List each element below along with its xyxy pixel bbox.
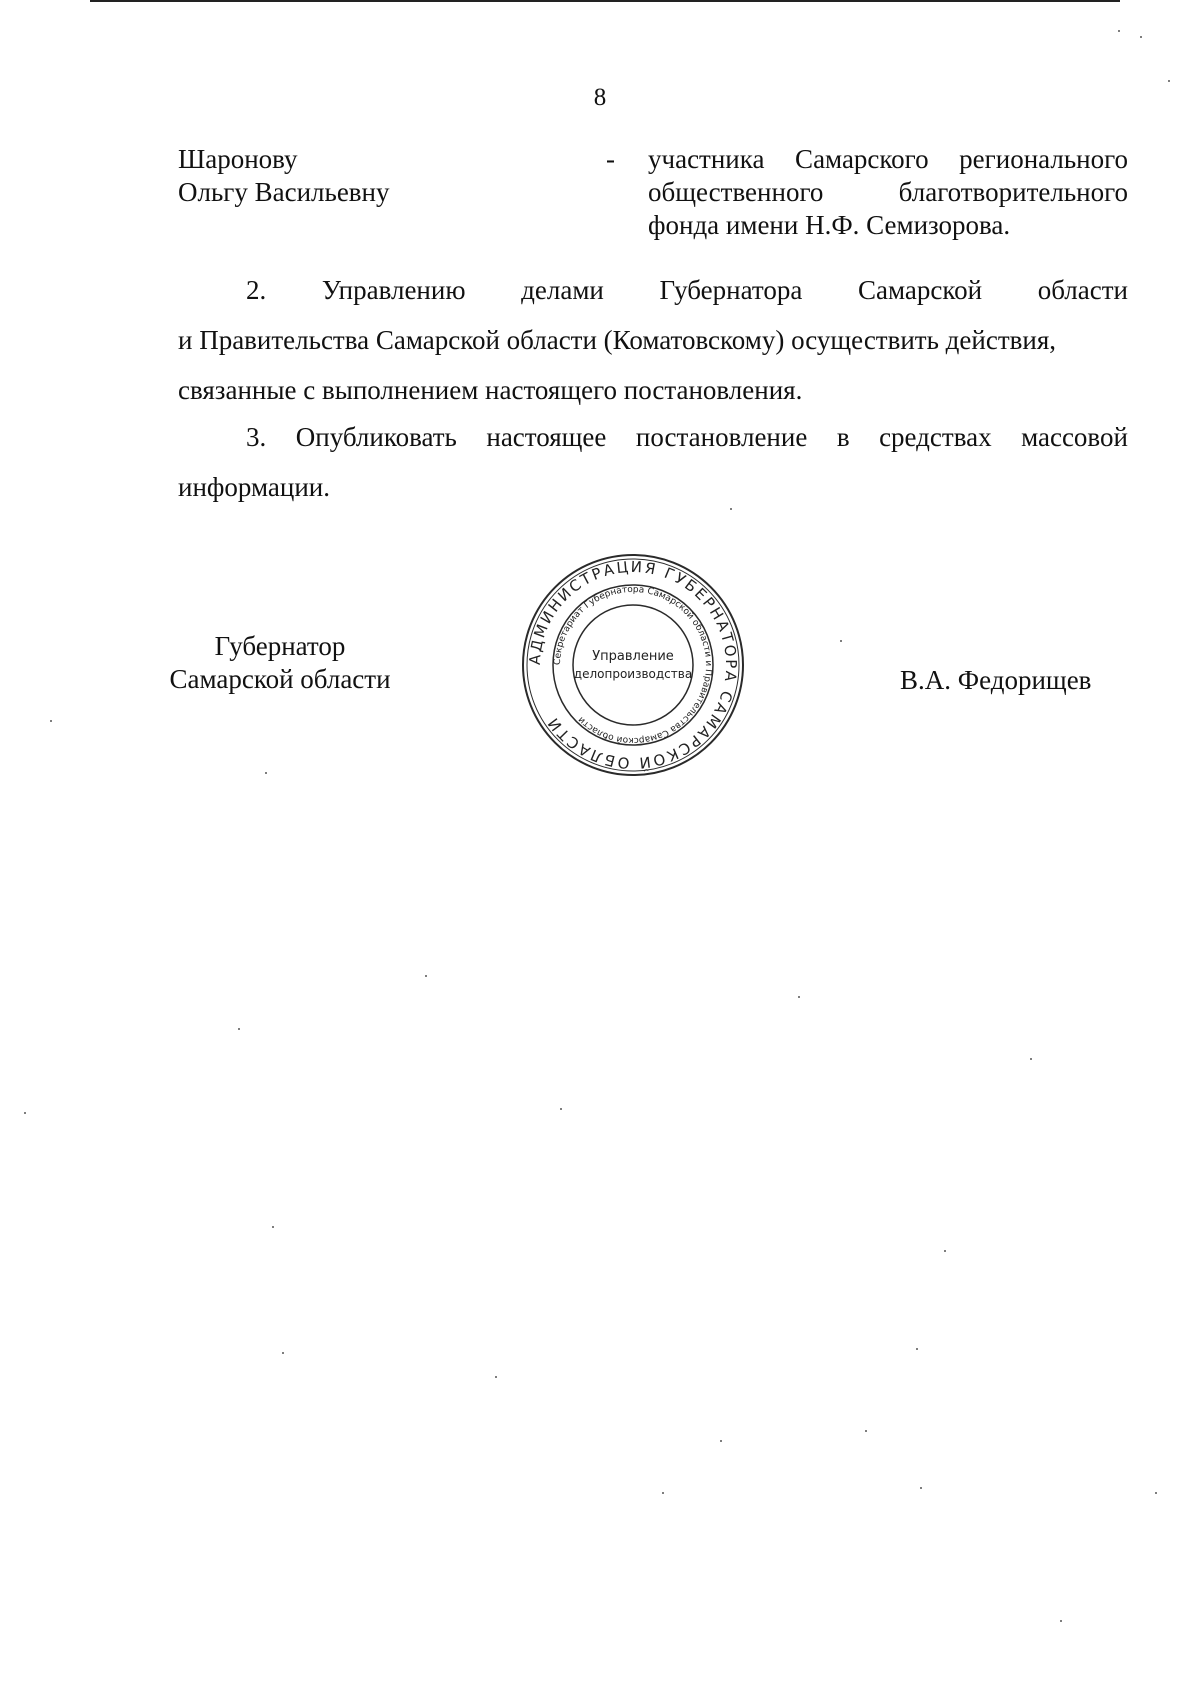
p3-word: Опубликовать — [295, 422, 457, 452]
seal-icon — [520, 552, 746, 778]
speck — [840, 640, 842, 642]
addressee-given-names: Ольгу Васильевну — [178, 177, 390, 207]
speck — [425, 975, 427, 977]
speck — [265, 772, 267, 774]
speck — [1118, 30, 1120, 32]
paragraph-2-line-3: связанные с выполнением настоящего постановления. — [178, 375, 803, 405]
speck — [1030, 1058, 1032, 1060]
top-edge-line — [90, 0, 1120, 2]
svg-text:Секретариат Губернатора Самарс — [553, 585, 713, 745]
seal-inner-text: Секретариат Губернатора Самарской области и Правительства Самарской области — [552, 584, 714, 746]
official-seal-stamp — [520, 552, 746, 778]
p3-word: 3. — [246, 422, 267, 452]
seal-center-line-1: Управление — [592, 649, 674, 664]
speck — [730, 508, 732, 510]
speck — [1155, 1492, 1157, 1494]
addressee-description: участника Самарского регионального общественного благотворительного фонда имени Н.Ф. Семизорова. — [648, 144, 1128, 240]
page-number: 8 — [593, 84, 607, 111]
p2-word: Самарской — [857, 275, 983, 305]
paragraph-2-line-1 — [178, 265, 1128, 315]
signatory-title-line-1: Губернатор — [214, 631, 346, 661]
speck — [495, 1376, 497, 1378]
speck — [282, 1352, 284, 1354]
speck — [1140, 36, 1142, 38]
speck — [238, 1028, 240, 1030]
speck — [1168, 80, 1170, 82]
p3-word: массовой — [1021, 422, 1128, 452]
p3-word: постановление — [635, 422, 808, 452]
paragraph-2 — [178, 265, 1128, 415]
speck — [272, 1226, 274, 1228]
addressee-dash: - — [606, 144, 615, 174]
signatory-title-line-2: Самарской области — [169, 664, 391, 694]
p2-word: области — [1037, 275, 1128, 305]
speck — [560, 1108, 562, 1110]
signatory-title — [150, 630, 410, 696]
p2-word: 2. — [246, 275, 267, 305]
speck — [916, 1348, 918, 1350]
speck — [24, 1112, 26, 1114]
p3-word: средствах — [879, 422, 992, 452]
speck — [944, 1250, 946, 1252]
p3-word: в — [836, 422, 850, 452]
speck — [1060, 1620, 1062, 1622]
speck — [720, 1440, 722, 1442]
speck — [662, 1492, 664, 1494]
p3-word: настоящее — [486, 422, 607, 452]
addressee-name — [178, 143, 458, 209]
paragraph-3 — [178, 412, 1128, 512]
paragraph-3-line-1 — [178, 412, 1128, 462]
signatory-name: В.А. Федорищев — [900, 665, 1092, 695]
paragraph-3-line-2: информации. — [178, 472, 330, 502]
p2-word: делами — [521, 275, 604, 305]
speck — [865, 1430, 867, 1432]
seal-center-line-2: делопроизводства — [573, 667, 693, 681]
speck — [920, 1487, 922, 1489]
seal-outer-text: АДМИНИСТРАЦИЯ ГУБЕРНАТОРА САМАРСКОЙ ОБЛАСТИ — [525, 557, 741, 773]
speck — [798, 996, 800, 998]
p2-word: Управлению — [321, 275, 466, 305]
p2-word: Губернатора — [659, 275, 803, 305]
addressee-surname: Шаронову — [178, 144, 298, 174]
paragraph-2-line-2: и Правительства Самарской области (Коматовскому) осуществить действия, — [178, 325, 1056, 355]
speck — [50, 720, 52, 722]
